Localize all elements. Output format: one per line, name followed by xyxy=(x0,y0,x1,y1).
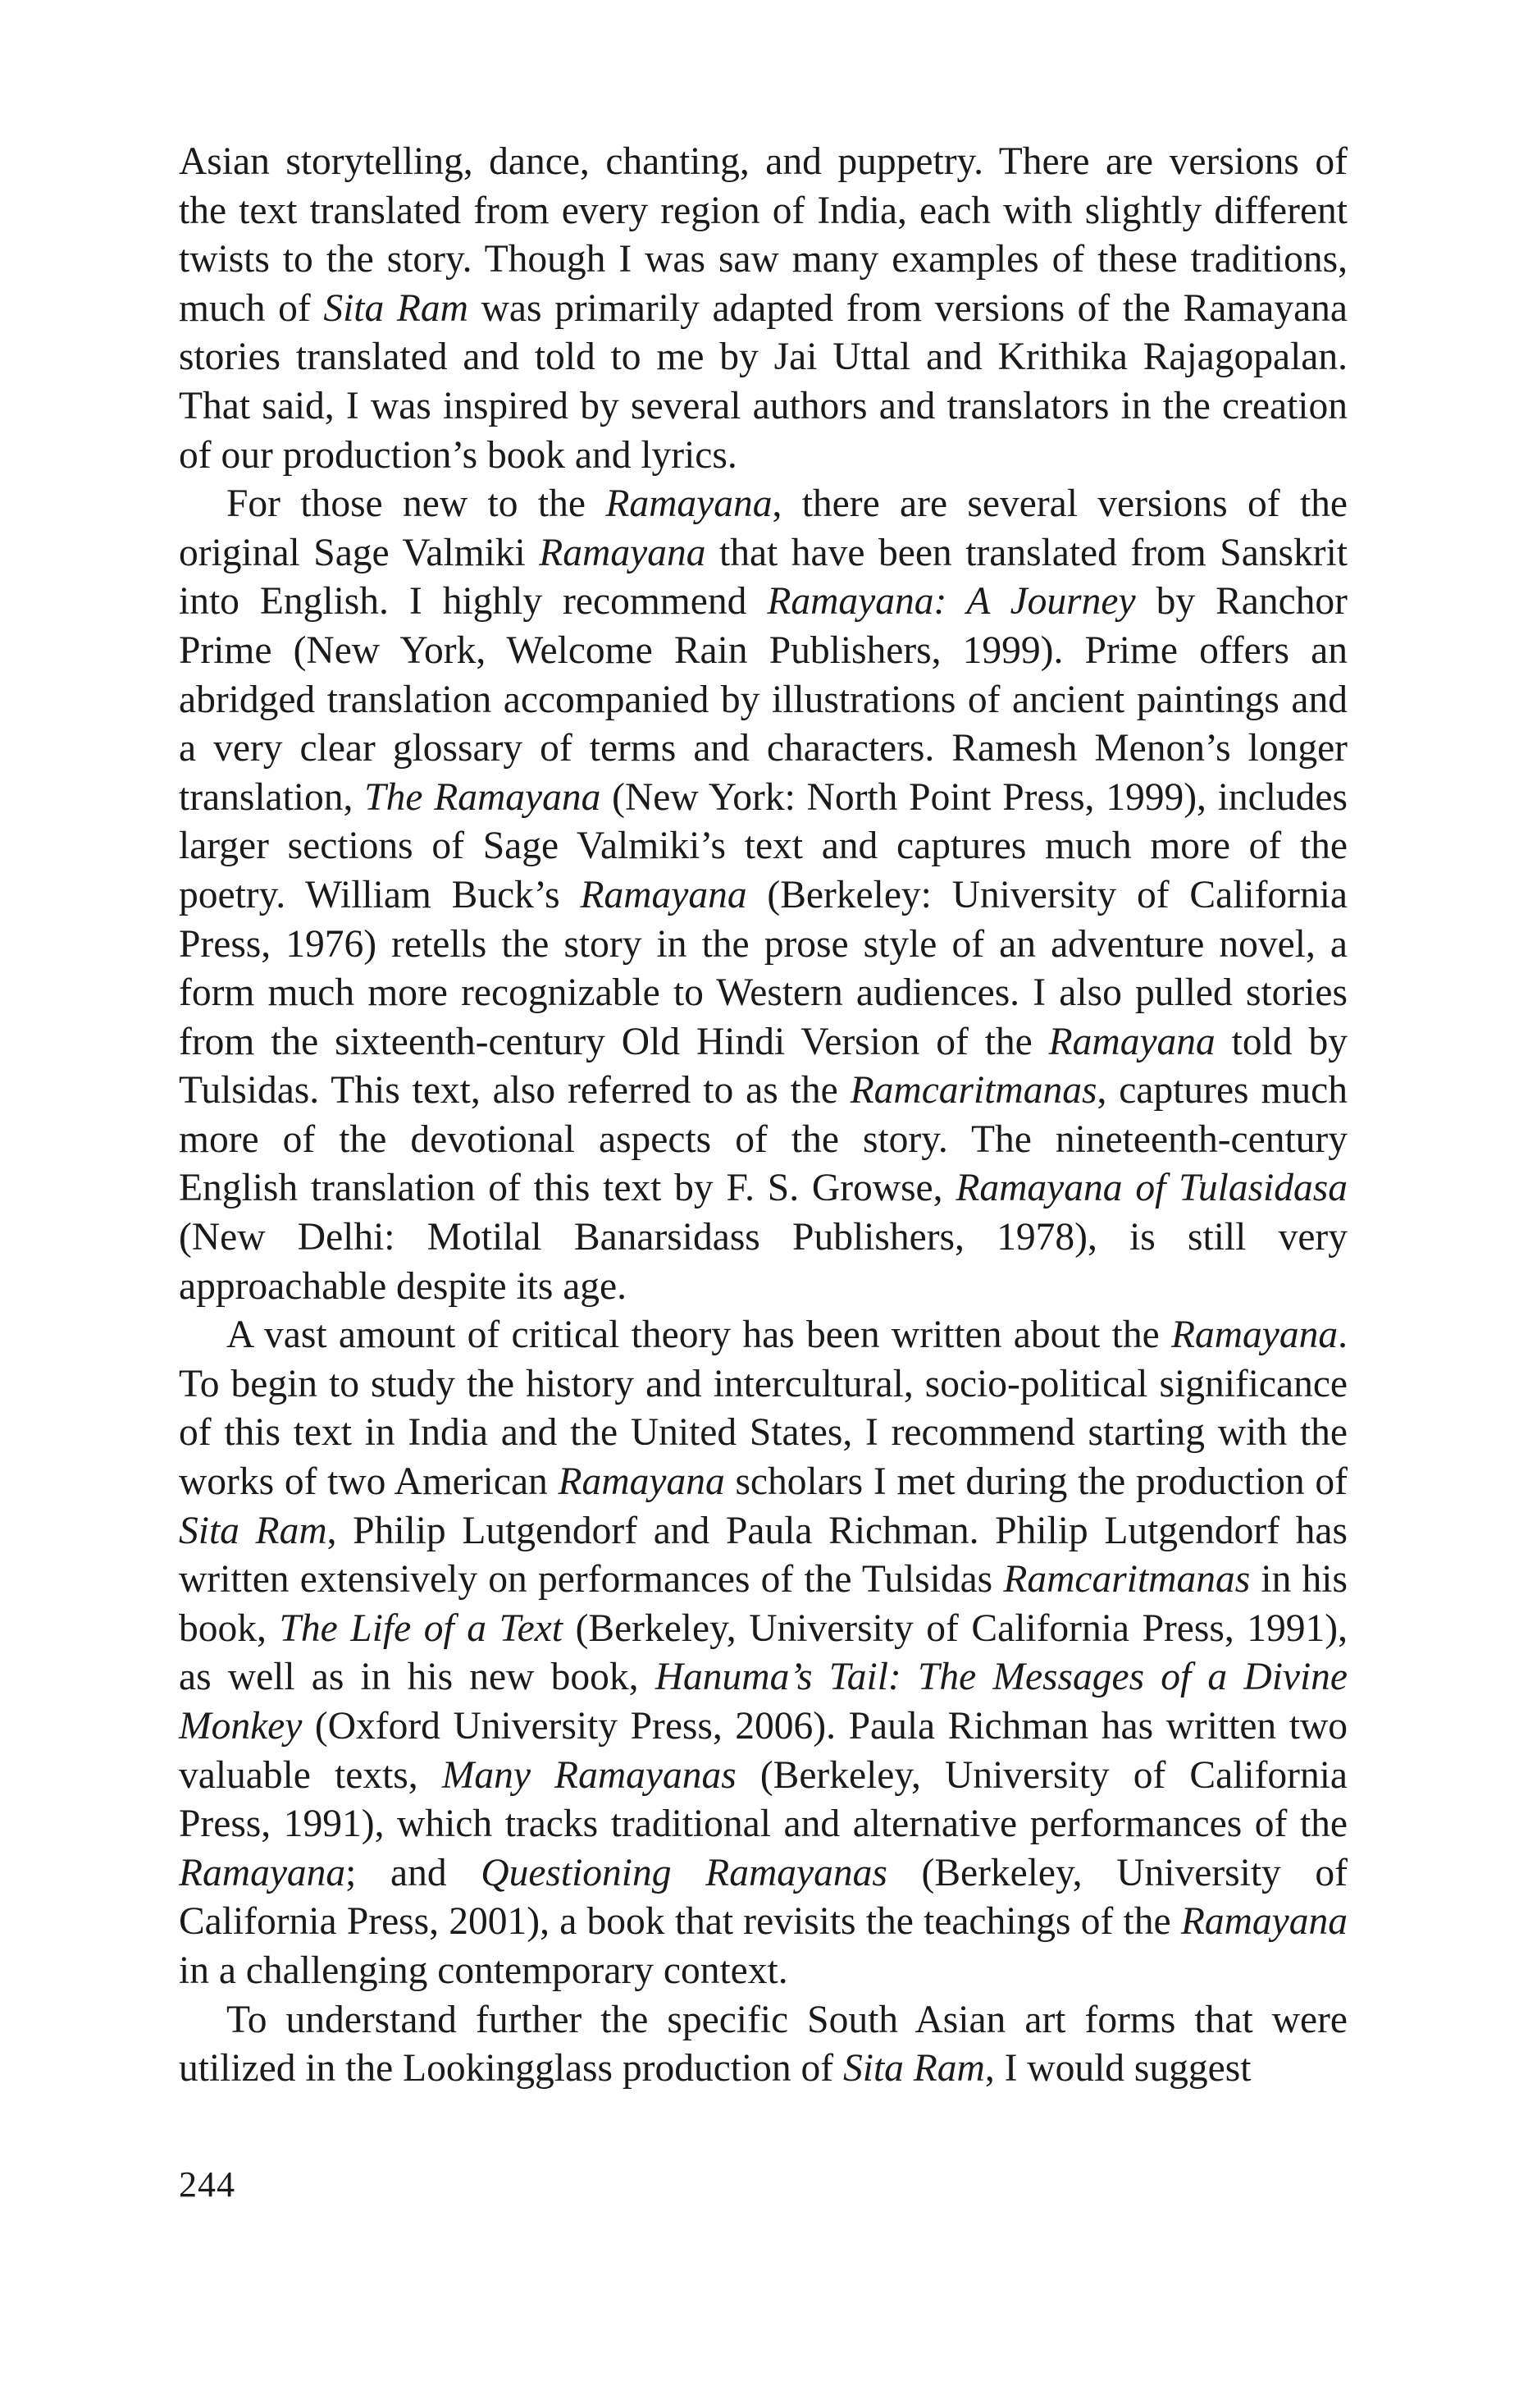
italic-title-text: Sita Ram xyxy=(323,286,468,330)
paragraph-text: in a challenging contemporary context. xyxy=(179,1949,788,1992)
paragraph-text: told by Tulsidas. This text, also referred to as the xyxy=(179,1020,1348,1113)
paragraph-text: To understand further the specific South Asian art forms that were utilized in the Lookingglass production of xyxy=(179,1998,1348,2090)
book-page-text xyxy=(179,138,1348,2094)
paragraph-text: (Oxford University Press, 2006). Paula Richman has written two valuable texts, xyxy=(179,1705,1348,1797)
paragraph-text: (Berkeley, University of California Press, 1991), as well as in his new book, xyxy=(179,1606,1348,1699)
italic-title-text: Questioning Ramayanas xyxy=(481,1851,887,1894)
italic-title-text: Ramayana xyxy=(558,1460,725,1504)
paragraph-text: was primarily adapted from versions of the Ramayana stories translated and told to me by Jai Uttal and Krithika Rajagopalan. That said, I was inspired by several authors and translators in the creation of our production’s book and lyrics. xyxy=(179,286,1348,477)
italic-title-text: Ramayana xyxy=(1048,1020,1216,1063)
paragraph-text: Asian storytelling, dance, chanting, and puppetry. There are versions of the text translated from every region of India, each with slightly different twists to the story. Though I was saw many examples of these traditions, much of xyxy=(179,140,1348,330)
paragraph-text: (Berkeley: University of California Press, 1976) retells the story in the prose style of an adventure novel, a form much more recognizable to Western audiences. I also pulled stories from the sixteenth-century Old Hindi Version of the xyxy=(179,873,1348,1063)
paragraph-text: For those new to the xyxy=(226,482,606,526)
paragraph-text: (New Delhi: Motilal Banarsidass Publishers, 1978), is still very approachable despite its age. xyxy=(179,1216,1348,1308)
body-paragraph xyxy=(179,138,1348,480)
paragraph-text: A vast amount of critical theory has been written about the xyxy=(226,1314,1171,1357)
paragraph-text: . To begin to study the history and intercultural, socio-political significance of this text in India and the United States, I recommend starting with the works of two American xyxy=(179,1314,1348,1504)
italic-title-text: Ramayana of Tulasidasa xyxy=(956,1167,1348,1210)
paragraph-text: by Ranchor Prime (New York, Welcome Rain Publishers, 1999). Prime offers an abridged translation accompanied by illustrations of ancient paintings and a very clear glossary of terms and characters. Ramesh Menon’s longer translation, xyxy=(179,580,1348,819)
italic-title-text: The Life of a Text xyxy=(279,1606,563,1650)
italic-title-text: The Ramayana xyxy=(364,775,601,819)
paragraph-text: , captures much more of the devotional aspects of the story. The nineteenth-century English translation of this text by F. S. Growse, xyxy=(179,1069,1348,1210)
italic-title-text: Ramcaritmanas xyxy=(1003,1558,1251,1602)
italic-title-text: Ramayana xyxy=(1180,1900,1348,1944)
italic-title-text: Sita Ram xyxy=(843,2047,985,2090)
italic-title-text: Ramayana xyxy=(539,531,706,574)
body-paragraph xyxy=(179,480,1348,1311)
italic-title-text: Ramcaritmanas xyxy=(850,1069,1097,1113)
paragraph-text: , there are several versions of the original Sage Valmiki xyxy=(179,482,1348,574)
paragraph-text: (Berkeley, University of California Press, 2001), a book that revisits the teachings of the xyxy=(179,1851,1348,1944)
paragraph-text: in his book, xyxy=(179,1558,1348,1650)
paragraph-text: ; and xyxy=(345,1851,481,1894)
paragraph-text: that have been translated from Sanskrit into English. I highly recommend xyxy=(179,531,1348,624)
italic-title-text: Ramayana: A Journey xyxy=(767,580,1136,624)
paragraph-container xyxy=(179,138,1348,2094)
italic-title-text: Ramayana xyxy=(605,482,773,526)
body-paragraph xyxy=(179,1311,1348,1995)
paragraph-text: , I would suggest xyxy=(984,2047,1252,2090)
italic-title-text: Ramayana xyxy=(1170,1314,1339,1357)
italic-title-text: Sita Ram xyxy=(179,1509,327,1552)
paragraph-text: (New York: North Point Press, 1999), includes larger sections of Sage Valmiki’s text and captures much more of the poetry. William Buck’s xyxy=(179,775,1348,916)
italic-title-text: Ramayana xyxy=(580,873,747,916)
italic-title-text: Ramayana xyxy=(179,1851,346,1894)
page-number: 244 xyxy=(179,2164,235,2205)
italic-title-text: Hanuma’s Tail: The Messages of a Divine Monkey xyxy=(179,1656,1348,1748)
paragraph-text: (Berkeley, University of California Press, 1991), which tracks traditional and alternative performances of the xyxy=(179,1753,1348,1846)
paragraph-text: scholars I met during the production of xyxy=(724,1460,1348,1504)
italic-title-text: Many Ramayanas xyxy=(441,1753,737,1797)
body-paragraph xyxy=(179,1996,1348,2094)
paragraph-text: , Philip Lutgendorf and Paula Richman. Philip Lutgendorf has written extensively on performances of the Tulsidas xyxy=(179,1509,1348,1602)
